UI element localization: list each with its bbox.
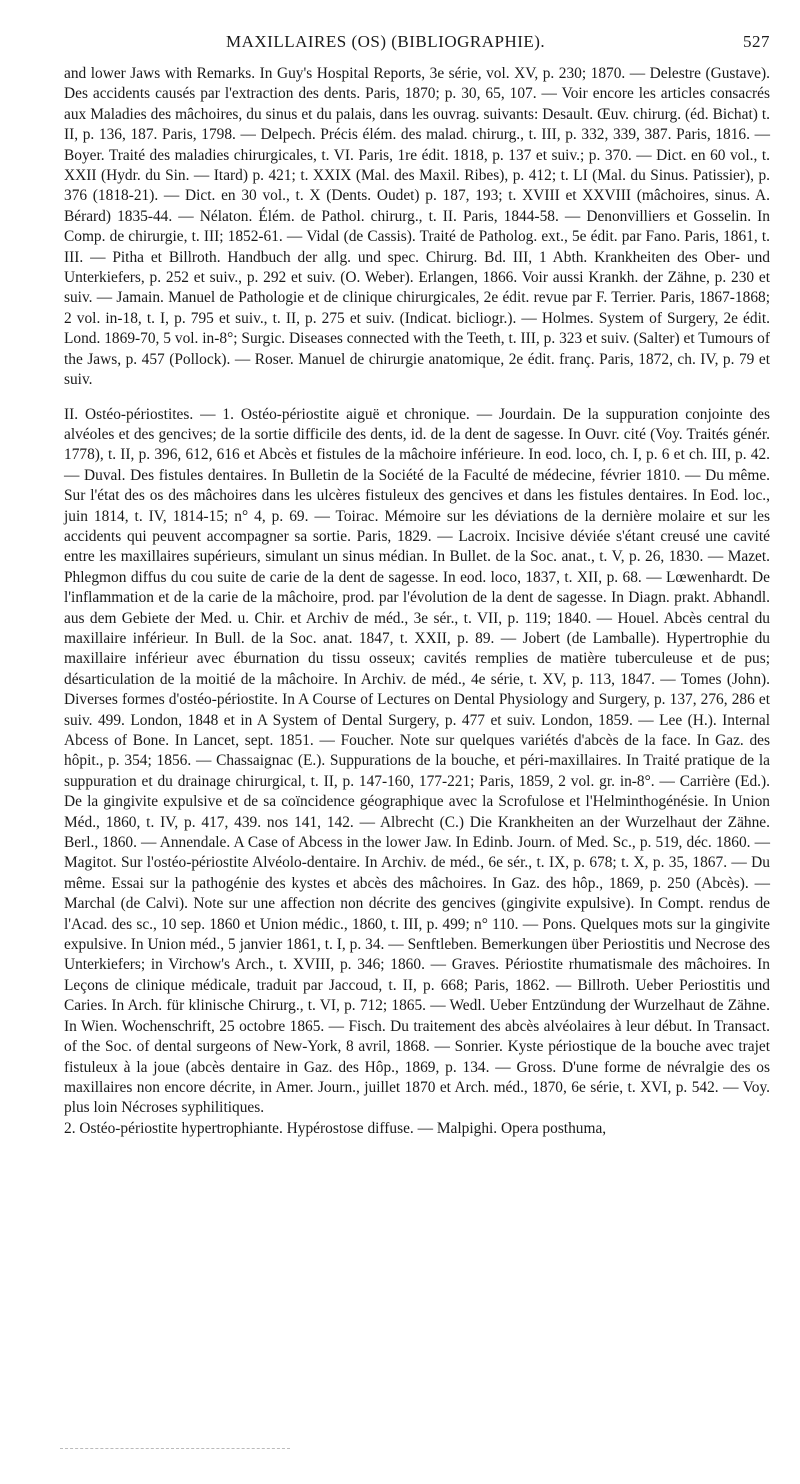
bibliography-body — [64, 64, 770, 1139]
footer-divider — [60, 1448, 290, 1449]
page-title: MAXILLAIRES (OS) (BIBLIOGRAPHIE). — [226, 32, 546, 51]
page-number: 527 — [743, 32, 770, 51]
running-header — [64, 32, 770, 58]
bibliography-paragraph-hypertrophiante: 2. Ostéo-périostite hypertrophiante. Hypérostose diffuse. — Malpighi. Opera posthuma, — [64, 1119, 607, 1137]
bibliography-paragraph-osteo-periostites: II. Ostéo-périostites. — 1. Ostéo-périostite aiguë et chronique. — Jourdain. De la suppuration conjointe des alvéoles et des gencives; de la sortie difficile des dents, id. de la dent de sagesse. In Ouvr. cité (Voy. Traités génér. 1778), t. II, p. 396, 612, 616 et Abcès et fistules de la mâchoire inférieure. In eod. loco, ch. I, p. 6 et ch. III, p. 42. — Duval. Des fistules dentaires. In Bulletin de la Société de la Faculté de médecine, février 1810. — Du même. Sur l'état des os des mâchoires dans les ulcères fistuleux des gencives et dans les fistules dentaires. In Eod. loc., juin 1814, t. IV, 1814-15; n° 4, p. 69. — Toirac. Mémoire sur les déviations de la dernière molaire et sur les accidents qui peuvent accompagner sa sortie. Paris, 1829. — Lacroix. Incisive déviée s'étant creusé une cavité entre les maxillaires supérieurs, simulant un sinus médian. In Bullet. de la Soc. anat., t. V, p. 26, 1830. — Mazet. Phlegmon diffus du cou suite de carie de la dent de sagesse. In eod. loco, 1837, t. XII, p. 68. — Lœwenhardt. De l'inflammation et de la carie de la mâchoire, prod. par l'évolution de la dent de sagesse. In Diagn. prakt. Abhandl. aus dem Gebiete der Med. u. Chir. et Archiv de méd., 3e sér., t. VII, p. 119; 1840. — Houel. Abcès central du maxillaire inférieur. In Bull. de la Soc. anat. 1847, t. XXII, p. 89. — Jobert (de Lamballe). Hypertrophie du maxillaire inférieur avec éburnation du tissu osseux; cavités remplies de matière tuberculeuse et de pus; désarticulation de la moitié de la mâchoire. In Archiv. de méd., 4e série, t. XV, p. 113, 1847. — Tomes (John). Diverses formes d'ostéo-périostite. In A Course of Lectures on Dental Physiology and Surgery, p. 137, 276, 286 et suiv. 499. London, 1848 et in A System of Dental Surgery, p. 477 et suiv. London, 1859. — Lee (H.). Internal Abcess of Bone. In Lancet, sept. 1851. — Foucher. Note sur quelques variétés d'abcès de la face. In Gaz. des hôpit., p. 354; 1856. — Chassaignac (E.). Suppurations de la bouche, et péri-maxillaires. In Traité pratique de la suppuration et du drainage chirurgical, t. II, p. 147-160, 177-221; Paris, 1859, 2 vol. gr. in-8°. — Carrière (Ed.). De la gingivite expulsive et de sa coïncidence géographique avec la Scrofulose et l'Helminthogénésie. In Union Méd., 1860, t. IV, p. 417, 439. nos 141, 142. — Albrecht (C.) Die Krankheiten an der Wurzelhaut der Zähne. Berl., 1860. — Annendale. A Case of Abcess in the lower Jaw. In Edinb. Journ. of Med. Sc., p. 519, déc. 1860. — Magitot. Sur l'ostéo-périostite Alvéolo-dentaire. In Archiv. de méd., 6e sér., t. IX, p. 678; t. X, p. 35, 1867. — Du même. Essai sur la pathogénie des kystes et abcès des mâchoires. In Gaz. des hôp., 1869, p. 250 (Abcès). — Marchal (de Calvi). Note sur une affection non décrite des gencives (gingivite expulsive). In Compt. rendus de l'Acad. des sc., 10 sep. 1860 et Union médic., 1860, t. III, p. 499; n° 110. — Pons. Quelques mots sur la gingivite expulsive. In Union méd., 5 janvier 1861, t. I, p. 34. — Senftleben. Bemerkungen über Periostitis und Necrose des Unterkiefers; in Virchow's Arch., t. XVIII, p. 346; 1860. — Graves. Périostite rhumatismale des mâchoires. In Leçons de clinique médicale, traduit par Jaccoud, t. II, p. 668; Paris, 1862. — Billroth. Ueber Periostitis und Caries. In Arch. für klinische Chirurg., t. VI, p. 712; 1865. — Wedl. Ueber Entzündung der Wurzelhaut de Zähne. In Wien. Wochenschrift, 25 octobre 1865. — Fisch. Du traitement des abcès alvéolaires à leur début. In Transact. of the Soc. of dental surgeons of New-York, 8 avril, 1868. — Sonrier. Kyste périostique de la bouche avec trajet fistuleux à la joue (abcès dentaire in Gaz. des Hôp., 1869, p. 134. — Gross. D'une forme de névralgie des os maxillaires non encore décrite, in Amer. Journ., juillet 1870 et Arch. méd., 1870, 6e série, t. XVI, p. 542. — Voy. plus loin Nécroses syphilitiques. — [64, 405, 770, 1117]
bibliography-paragraph-general: and lower Jaws with Remarks. In Guy's Hospital Reports, 3e série, vol. XV, p. 230; 1870. — Delestre (Gustave). Des accidents causés par l'extraction des dents. Paris, 1870; p. 30, 65, 107. — Voir encore les articles consacrés aux Maladies des mâchoires, du sinus et du palais, dans les ouvrag. suivants: Desault. Œuv. chirurg. (éd. Bichat) t. II, p. 136, 187. Paris, 1798. — Delpech. Précis élém. des malad. chirurg., t. III, p. 332, 339, 387. Paris, 1816. — Boyer. Traité des maladies chirurgicales, t. VI. Paris, 1re édit. 1818, p. 137 et suiv.; p. 370. — Dict. en 60 vol., t. XXII (Hydr. du Sin. — Itard) p. 421; t. XXIX (Mal. des Maxil. Ribes), p. 412; t. LI (Mal. du Sinus. Patissier), p. 376 (1818-21). — Dict. en 30 vol., t. X (Dents. Oudet) p. 187, 193; t. XVIII et XXVIII (mâchoires, sinus. A. Bérard) 1835-44. — Nélaton. Élém. de Pathol. chirurg., t. II. Paris, 1844-58. — Denonvilliers et Gosselin. In Comp. de chirurgie, t. III; 1852-61. — Vidal (de Cassis). Traité de Patholog. ext., 5e édit. par Fano. Paris, 1861, t. III. — Pitha et Billroth. Handbuch der allg. und spec. Chirurg. Bd. III, 1 Abth. Krankheiten des Ober- und Unterkiefers, p. 252 et suiv., p. 292 et suiv. (O. Weber). Erlangen, 1866. Voir aussi Krankh. der Zähne, p. 230 et suiv. — Jamain. Manuel de Pathologie et de clinique chirurgicales, 2e édit. revue par F. Terrier. Paris, 1867-1868; 2 vol. in-18, t. I, p. 795 et suiv., t. II, p. 275 et suiv. (Indicat. bicliogr.). — Holmes. System of Surgery, 2e édit. Lond. 1869-70, 5 vol. in-8°; Surgic. Diseases connected with the Teeth, t. III, p. 323 et suiv. (Salter) et Tumours of the Jaws, p. 457 (Pollock). — Roser. Manuel de chirurgie anatomique, 2e édit. franç. Paris, 1872, ch. IV, p. 79 et suiv. — [64, 65, 770, 389]
